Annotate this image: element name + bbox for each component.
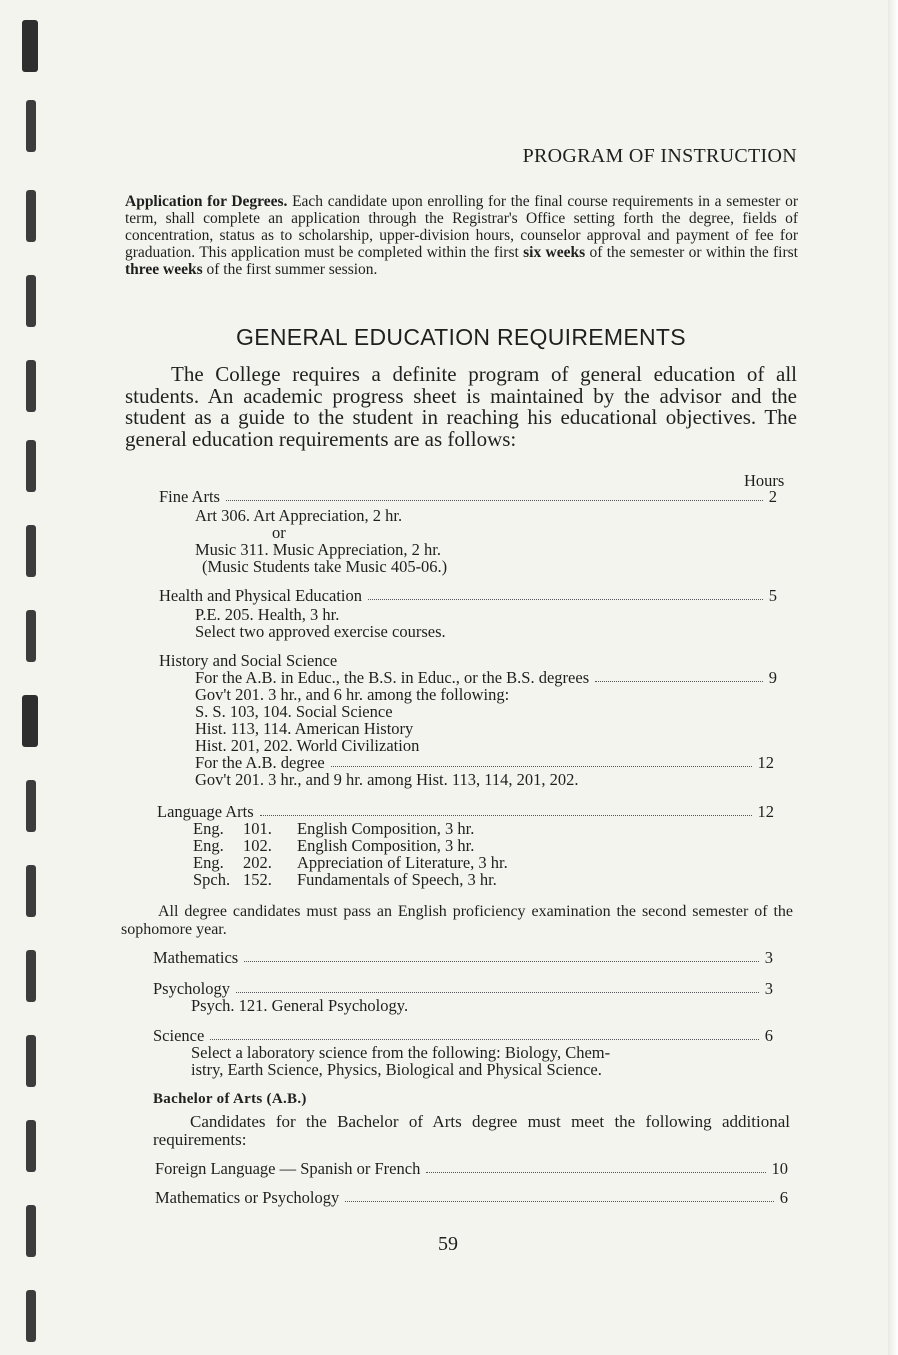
binding-ring <box>26 440 36 492</box>
history-label: History and Social Science <box>159 651 338 670</box>
history-ab-degree-row: For the A.B. degree 12 <box>195 753 774 772</box>
history-line: Gov't 201. 3 hr., and 9 hr. among Hist. 113, 114, 201, 202. <box>195 770 579 789</box>
science-line: Select a laboratory science from the following: Biology, Chem- <box>191 1043 611 1062</box>
ba-paragraph: Candidates for the Bachelor of Arts degree must meet the following additional requirements: <box>153 1112 790 1149</box>
leader-dots <box>236 992 759 993</box>
leader-dots <box>331 766 752 767</box>
fine-arts-line: Art 306. Art Appreciation, 2 hr. <box>195 506 403 525</box>
leader-dots <box>260 815 752 816</box>
binding-ring <box>26 190 36 242</box>
history-ab-row: For the A.B. in Educ., the B.S. in Educ., or the B.S. degrees 9 <box>195 668 777 687</box>
application-paragraph: Application for Degrees. Each candidate upon enrolling for the final course requirements in a semester or term, shall complete an application through the Registrar's Office setting forth the degree, fields of concentration, status as to scholarship, upper-division hours, counselor approval and payment of fee for graduation. This application must be completed within the first six weeks of the semester or within the first three weeks of the first summer session. <box>125 193 798 278</box>
foreign-language-row: Foreign Language — Spanish or French 10 <box>155 1159 788 1178</box>
binding-ring <box>26 610 36 662</box>
binding-ring <box>26 865 36 917</box>
binding-ring <box>26 275 36 327</box>
history-line: Hist. 201, 202. World Civilization <box>195 736 420 755</box>
running-header: PROGRAM OF INSTRUCTION <box>522 145 797 167</box>
leader-dots <box>595 681 763 682</box>
leader-dots <box>226 500 763 501</box>
binding-ring <box>22 695 38 747</box>
binding-ring <box>22 20 38 72</box>
binding-ring <box>26 1205 36 1257</box>
binding-ring <box>26 525 36 577</box>
fine-arts-line: Music 311. Music Appreciation, 2 hr. <box>195 540 441 559</box>
course-line: Eng. 202. Appreciation of Literature, 3 hr. <box>193 853 508 872</box>
science-line: istry, Earth Science, Physics, Biological and Physical Science. <box>191 1060 602 1079</box>
language-arts-row: Language Arts 12 <box>157 802 774 821</box>
science-row: Science 6 <box>153 1026 773 1045</box>
binding-ring <box>26 100 36 152</box>
math-or-psych-row: Mathematics or Psychology 6 <box>155 1188 788 1207</box>
health-line: P.E. 205. Health, 3 hr. <box>195 605 340 624</box>
history-line: Hist. 113, 114. American History <box>195 719 414 738</box>
history-line: S. S. 103, 104. Social Science <box>195 702 393 721</box>
leader-dots <box>210 1039 758 1040</box>
binding-ring <box>26 1035 36 1087</box>
page-edge <box>888 0 898 1355</box>
ba-heading: Bachelor of Arts (A.B.) <box>153 1091 307 1107</box>
fine-arts-line: or <box>272 523 286 542</box>
course-line: Eng. 102. English Composition, 3 hr. <box>193 836 475 855</box>
psychology-course: Psych. 121. General Psychology. <box>191 996 409 1015</box>
history-line: Gov't 201. 3 hr., and 6 hr. among the following: <box>195 685 510 704</box>
lead-paragraph: The College requires a definite program of general education of all students. An academic progress sheet is maintained by the advisor and the student as a guide to the student in reaching his educational objectives. The general education requirements are as follows: <box>125 362 797 451</box>
health-row: Health and Physical Education 5 <box>159 586 777 605</box>
binding-ring <box>26 1290 36 1342</box>
binding-ring <box>26 360 36 412</box>
health-line: Select two approved exercise courses. <box>195 622 446 641</box>
section-title: GENERAL EDUCATION REQUIREMENTS <box>236 324 686 350</box>
page-number: 59 <box>438 1233 458 1255</box>
spiral-binding <box>0 0 46 1355</box>
fine-arts-line: (Music Students take Music 405-06.) <box>202 557 448 576</box>
leader-dots <box>368 599 763 600</box>
binding-ring <box>26 780 36 832</box>
hours-column-header: Hours <box>744 471 785 490</box>
mathematics-row: Mathematics 3 <box>153 948 773 967</box>
course-line: Eng. 101. English Composition, 3 hr. <box>193 819 475 838</box>
proficiency-note: All degree candidates must pass an English proficiency examination the second semester of the sophomore year. <box>121 903 793 938</box>
binding-ring <box>26 950 36 1002</box>
leader-dots <box>426 1172 765 1173</box>
psychology-row: Psychology 3 <box>153 979 773 998</box>
fine-arts-row: Fine Arts 2 <box>159 487 777 506</box>
binding-ring <box>26 1120 36 1172</box>
leader-dots <box>345 1201 774 1202</box>
leader-dots <box>244 961 759 962</box>
intro-lead: Application for Degrees. <box>125 193 288 210</box>
course-line: Spch. 152. Fundamentals of Speech, 3 hr. <box>193 870 497 889</box>
